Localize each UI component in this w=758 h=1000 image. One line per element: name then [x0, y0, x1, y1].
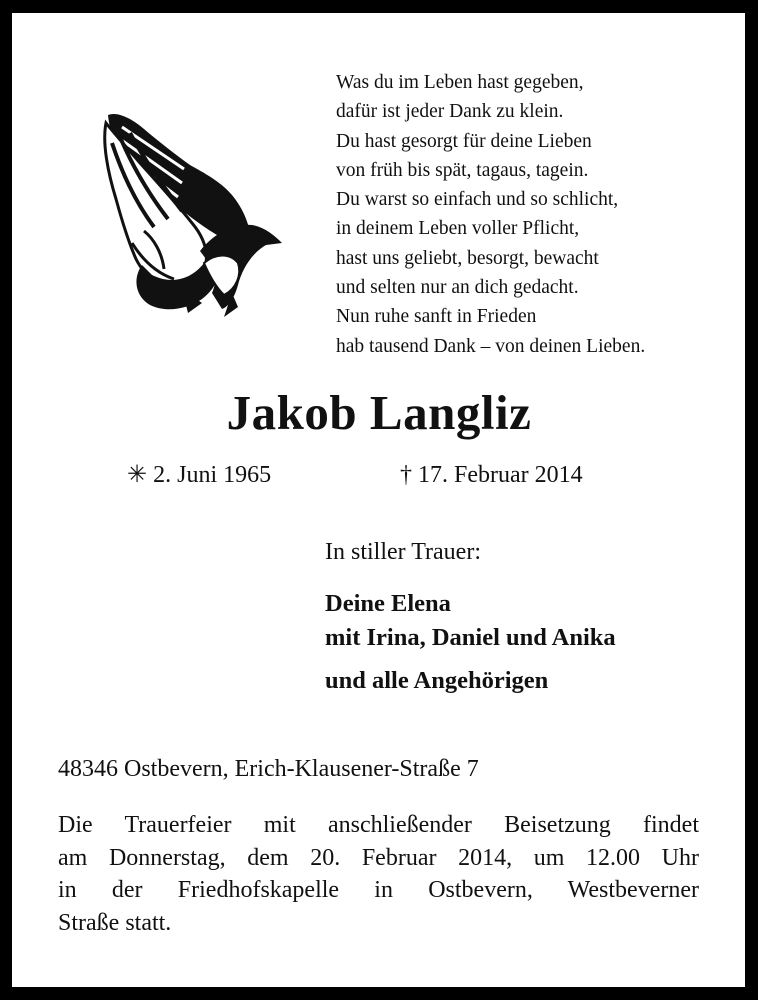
poem-line: Du hast gesorgt für deine Lieben [336, 130, 592, 152]
family-list [325, 587, 616, 698]
poem-line: hast uns geliebt, besorgt, bewacht [336, 247, 599, 269]
deceased-name: Jakob Langliz [226, 385, 532, 440]
poem-line: dafür ist jeder Dank zu klein. [336, 101, 564, 123]
funeral-line: am Donnerstag, dem 20. Februar 2014, um 12.00 Uhr [58, 844, 699, 871]
funeral-line: in der Friedhofskapelle in Ostbevern, Westbeverner [58, 877, 699, 903]
birth-date: ✳ 2. Juni 1965 [127, 462, 272, 488]
mourning-intro: In stiller Trauer: [325, 539, 481, 565]
poem-line: Du warst so einfach und so schlicht, [336, 189, 619, 211]
funeral-line: Die Trauerfeier mit anschließender Beisetzung findet [58, 812, 699, 838]
family-line: mit Irina, Daniel und Anika [325, 624, 616, 651]
funeral-line: Straße statt. [58, 909, 172, 936]
poem [336, 68, 645, 361]
poem-line: Was du im Leben hast gegeben, [336, 72, 584, 93]
poem-line: in deinem Leben voller Pflicht, [336, 218, 580, 240]
praying-hands-icon [92, 103, 292, 323]
poem-line: Nun ruhe sanft in Frieden [336, 306, 537, 328]
funeral-notice [58, 809, 699, 939]
death-date: † 17. Februar 2014 [400, 462, 583, 488]
family-line: und alle Angehörigen [325, 667, 549, 694]
poem-line: von früh bis spät, tagaus, tagein. [336, 159, 589, 181]
poem-line: hab tausend Dank – von deinen Lieben. [336, 335, 646, 357]
address: 48346 Ostbevern, Erich-Klausener-Straße 7 [58, 756, 479, 782]
family-line: Deine Elena [325, 590, 451, 617]
poem-line: und selten nur an dich gedacht. [336, 277, 579, 299]
